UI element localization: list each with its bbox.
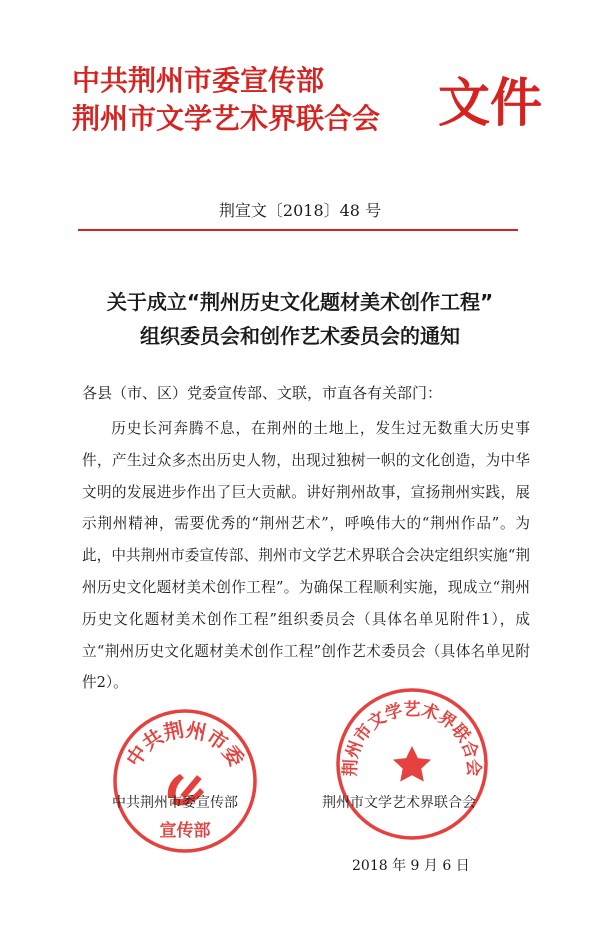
document-date: 2018 年 9 月 6 日 [352,858,470,874]
document-word: 文件 [438,74,543,134]
left-seal-arc-text: 中共荆州市委 [121,717,249,771]
document-number: 荆宣文〔2018〕48 号 [218,201,382,220]
federation-seal [332,684,492,844]
addressee: 各县（市、区）党委宣传部、文联，市直各有关部门： [82,384,443,402]
title-line-2: 组织委员会和创作艺术委员会的通知 [140,324,460,348]
left-seal-center-text: 宣传部 [159,821,211,841]
body-paragraph: 历史长河奔腾不息，在荆州的土地上，发生过无数重大历史事件，产生过众多杰出历史人物，出现过独树一帜的文化创造，为中华文明的发展进步作出了巨大贡献。讲好荆州故事，宣扬荆州实践，展示荆州精神，需要优秀的“荆州艺术”，呼唤伟大的“荆州作品”。为此，中共荆州市委宣传部、荆州市文学艺术界联合会决定组织实施“荆州历史文化题材美术创作工程”。为确保工程顺利实施，现成立“荆州历史文化题材美术创作工程”组织委员会（具体名单见附件1），成立“荆州历史文化题材美术创作工程”创作艺术委员会（具体名单见附件2）。 [82,420,530,692]
right-seal-arc-text: 荆州市文学艺术界联合会 [340,699,484,777]
issuer-line-1: 中共荆州市委宣传部 [72,64,325,97]
issuer-header [72,62,450,138]
issuer-line-2: 荆州市文学艺术界联合会 [72,102,381,135]
signature-right: 荆州市文学艺术界联合会 [322,795,476,811]
party-committee-seal [110,706,260,856]
star-icon [393,746,431,782]
red-divider [78,229,518,231]
title-line-1: 关于成立“荆州历史文化题材美术创作工程” [106,290,494,314]
signature-left: 中共荆州市委宣传部 [112,795,238,811]
